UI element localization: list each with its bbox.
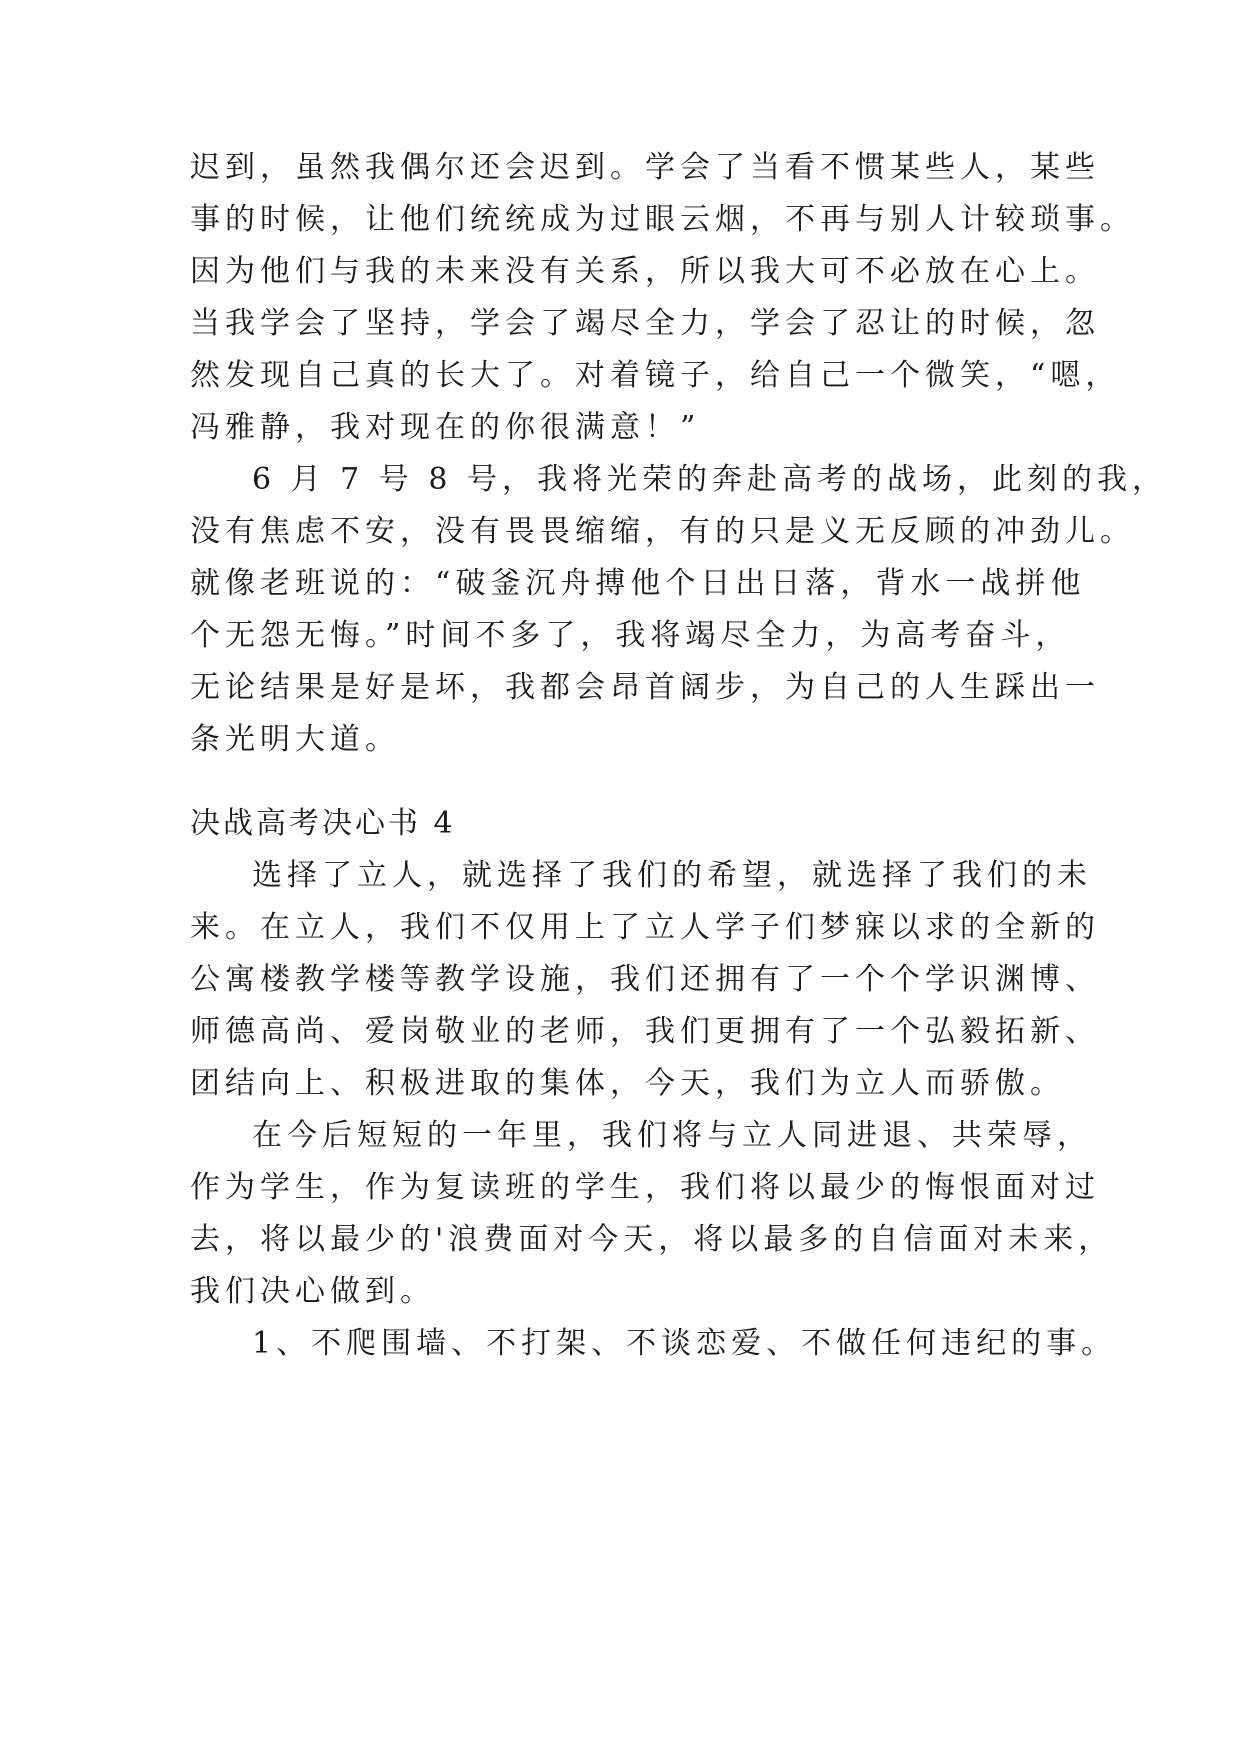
body-text-line: 在今后短短的一年里，我们将与立人同进退、共荣辱， [252,1118,1092,1153]
body-text-line: 去，将以最少的'浪费面对今天，将以最多的自信面对未来， [190,1222,1114,1257]
body-text-line: 选择了立人，就选择了我们的希望，就选择了我们的未 [252,858,1092,893]
body-text-line: 无论结果是好是坏，我都会昂首阔步，为自己的人生踩出一 [190,670,1100,705]
body-text-line: 团结向上、积极进取的集体，今天，我们为立人而骄傲。 [190,1066,1065,1101]
body-text-line: 条光明大道。 [190,722,400,757]
body-text-line: 来。在立人，我们不仅用上了立人学子们梦寐以求的全新的 [190,910,1100,945]
body-text-line: 个无怨无悔。”时间不多了，我将竭尽全力，为高考奋斗， [190,618,1071,653]
body-text-line: 因为他们与我的未来没有关系，所以我大可不必放在心上。 [190,254,1100,289]
body-text-line: 作为学生，作为复读班的学生，我们将以最少的悔恨面对过 [190,1170,1100,1205]
body-text-line: 冯雅静，我对现在的你很满意！” [190,410,701,445]
body-text-line: 公寓楼教学楼等教学设施，我们还拥有了一个个学识渊博、 [190,962,1100,997]
body-text-line: 然发现自己真的长大了。对着镜子，给自己一个微笑，“嗯， [190,358,1121,393]
body-text-line: 没有焦虑不安，没有畏畏缩缩，有的只是义无反顾的冲劲儿。 [190,514,1135,549]
section-heading: 决战高考决心书 4 [190,806,456,841]
body-text-line: 师德高尚、爱岗敬业的老师，我们更拥有了一个弘毅拓新、 [190,1014,1100,1049]
body-text-line: 迟到，虽然我偶尔还会迟到。学会了当看不惯某些人，某些 [190,150,1100,185]
body-text-line: 6 月 7 号 8 号，我将光荣的奔赴高考的战场，此刻的我， [252,462,1167,497]
body-text-line: 就像老班说的：“破釜沉舟搏他个日出日落，背水一战拼他 [190,566,1086,601]
body-text-line: 当我学会了坚持，学会了竭尽全力，学会了忍让的时候，忽 [190,306,1100,341]
list-item: 1、不爬围墙、不打架、不谈恋爱、不做任何违纪的事。 [252,1326,1117,1361]
body-text-line: 事的时候，让他们统统成为过眼云烟，不再与别人计较琐事。 [190,202,1135,237]
body-text-line: 我们决心做到。 [190,1274,435,1309]
